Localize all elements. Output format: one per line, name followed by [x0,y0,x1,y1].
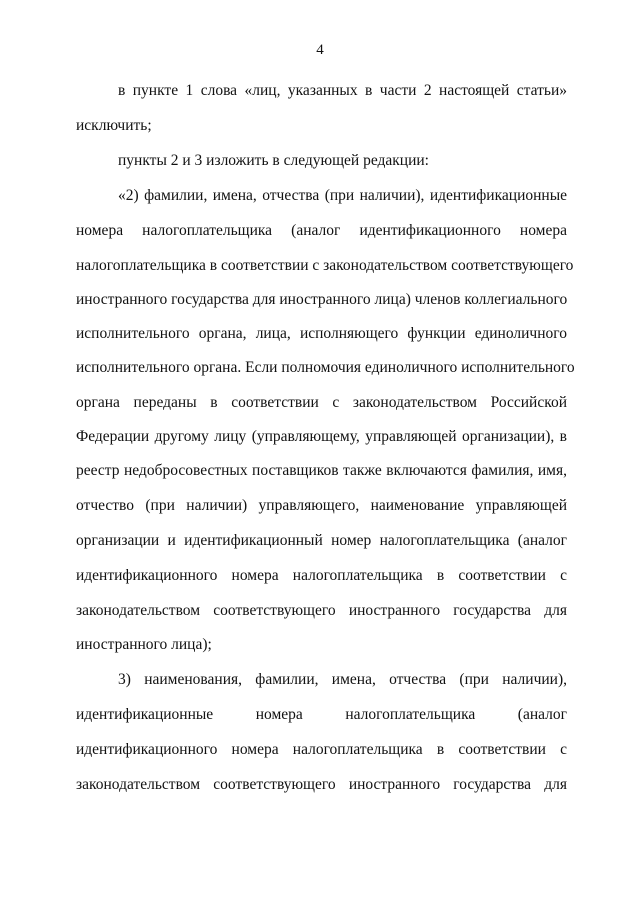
text-line: «2) фамилии, имена, отчества (при наличии), идентификационные [118,187,567,204]
text-line: исполнительного органа. Если полномочия единоличного исполнительного [76,359,575,376]
text-line: номера налогоплательщика (аналог идентификационного номера [76,222,567,239]
text-line: идентификационного номера налогоплательщика в соответствии с [76,741,567,758]
text-line: исполнительного органа, лица, исполняющего функции единоличного [76,325,567,342]
text-line: законодательством соответствующего иностранного государства для [76,776,567,793]
text-line: иностранного государства для иностранного лица) членов коллегиального [76,291,568,308]
text-line: 3) наименования, фамилии, имена, отчества (при наличии), [118,671,567,688]
text-line: организации и идентификационный номер налогоплательщика (аналог [76,532,567,549]
text-line: органа переданы в соответствии с законодательством Российской [76,394,567,411]
text-line: реестр недобросовестных поставщиков также включаются фамилия, имя, [76,462,567,479]
text-line: идентификационного номера налогоплательщика в соответствии с [76,567,567,584]
text-line: исключить; [76,117,152,134]
text-line: Федерации другому лицу (управляющему, управляющей организации), в [76,428,567,445]
text-line: законодательством соответствующего иностранного государства для [76,602,567,619]
text-line: иностранного лица); [76,636,212,653]
text-line: налогоплательщика в соответствии с законодательством соответствующего [76,257,574,274]
text-line: отчество (при наличии) управляющего, наименование управляющей [76,497,567,514]
page-number: 4 [316,42,324,58]
text-line: пункты 2 и 3 изложить в следующей редакции: [118,152,429,169]
text-line: в пункте 1 слова «лиц, указанных в части 2 настоящей статьи» [118,82,567,99]
text-line: идентификационные номера налогоплательщика (аналог [76,706,567,723]
